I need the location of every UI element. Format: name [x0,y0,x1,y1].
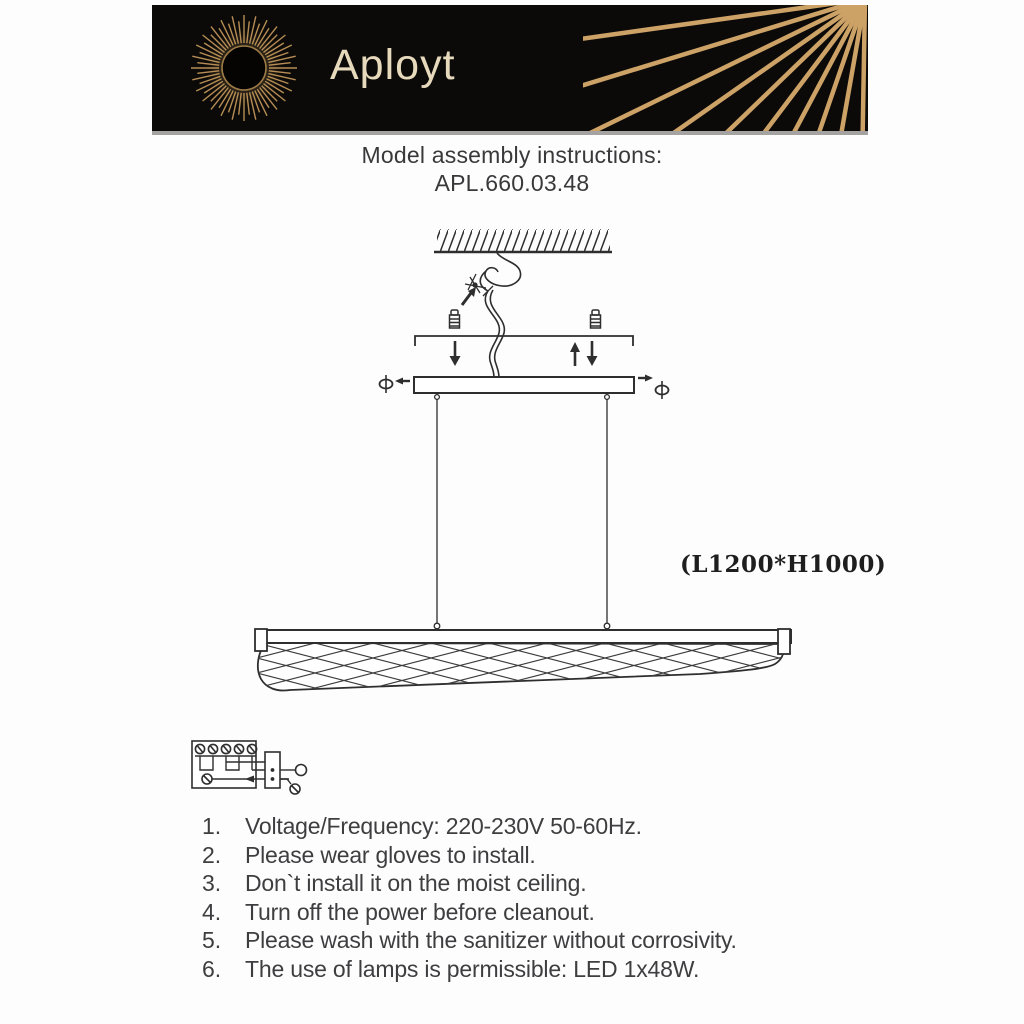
dimension-label: (L1200*H1000) [680,551,887,578]
list-item [202,955,882,984]
instructions-list [202,812,882,984]
list-item [202,841,882,870]
ceiling-hatch [434,229,612,252]
item-text: The use of lamps is permissible: LED 1x48W. [245,955,700,982]
anchor-plugs [450,310,601,328]
page-title: Model assembly instructions: [361,142,663,168]
list-item [202,898,882,927]
screw-arrows [450,341,598,366]
item-number: 2. [202,841,222,868]
item-number: 3. [202,870,222,897]
list-item [202,926,882,955]
wiring-connector-diagram [192,741,307,794]
suspension-wires [434,393,610,629]
list-item [202,869,882,898]
item-number: 6. [202,955,222,982]
power-cable [462,253,521,378]
canopy-plate [414,377,634,393]
item-text: Voltage/Frequency: 220-230V 50-60Hz. [245,813,642,839]
item-number: 5. [202,927,222,954]
item-number: 1. [202,813,222,839]
model-number: APL.660.03.48 [434,170,590,196]
item-number: 4. [202,898,222,925]
item-text: Please wear gloves to install. [245,841,536,868]
item-text: Please wash with the sanitizer without corrosivity. [245,927,737,954]
lamp-shade [255,629,791,691]
item-text: Turn off the power before cleanout. [245,898,595,925]
brand-name: Aployt [330,41,456,89]
mounting-bracket [415,336,633,346]
list-item [202,812,882,841]
item-text: Don`t install it on the moist ceiling. [245,870,587,897]
